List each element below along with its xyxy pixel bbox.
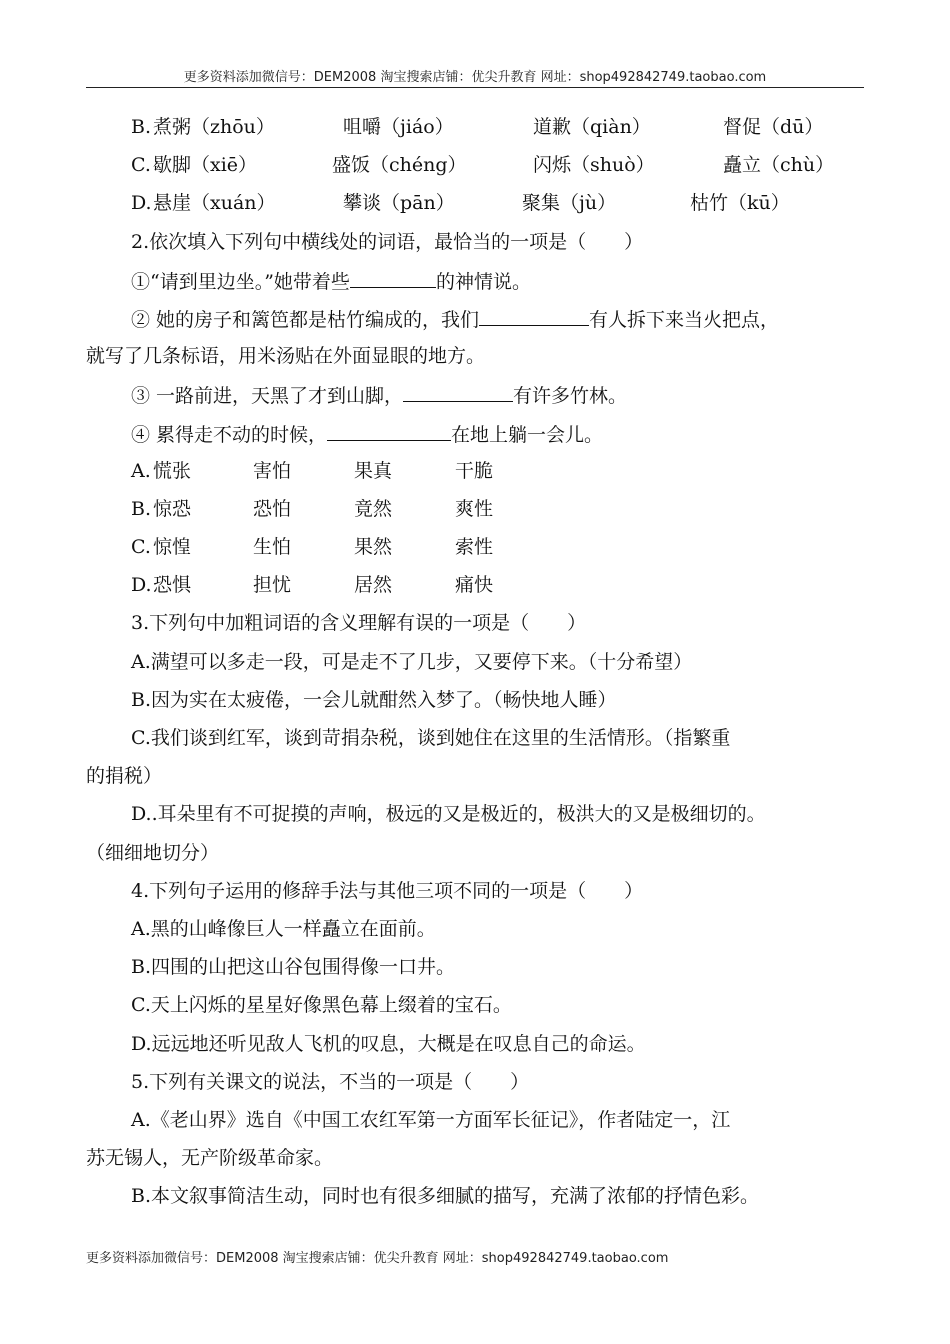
- option-item: 道歉（qiàn）: [533, 116, 651, 138]
- header-divider: [86, 87, 864, 88]
- option-item: 咀嚼（jiáo）: [343, 116, 454, 138]
- option-item: D.: [131, 192, 152, 215]
- document-body: [86, 112, 876, 1219]
- option-label: C.: [131, 536, 151, 559]
- option-item: 煮粥（zhōu）: [153, 116, 275, 138]
- sentence-text: 有人拆下来当火把点，: [589, 308, 780, 331]
- sentence-text: 在地上躺一会儿。: [451, 423, 604, 446]
- fill-in-blank: [479, 303, 589, 326]
- option-word: 索性: [455, 536, 494, 559]
- q2-sentence-2: [86, 303, 876, 341]
- option-item: 聚集（jù）: [522, 192, 617, 215]
- page-footer: 更多资料添加微信号：DEM2008 淘宝搜索店铺：优尖升教育 网址：shop492842749.taobao.com: [86, 1251, 669, 1266]
- sentence-text: ①“请到里边坐。”她带着些: [131, 270, 350, 293]
- option-label: B.: [131, 497, 152, 520]
- option-word: 果然: [354, 536, 393, 559]
- option-word: 爽性: [455, 497, 494, 520]
- q4-option-b: B.四围的山把这山谷包围得像一口井。: [131, 956, 456, 979]
- sentence-text: 的神情说。: [435, 270, 531, 293]
- q3-option-d-continued: （细细地切分）: [86, 841, 220, 864]
- q5-option-a: A.《老山界》选自《中国工农红军第一方面军长征记》，作者陆定一，江: [131, 1108, 731, 1131]
- q3-stem: 3.下列句中加粗词语的含义理解有误的一项是（ ）: [131, 612, 587, 635]
- option-item: 歇脚（xiē）: [153, 154, 258, 177]
- option-word: 干脆: [455, 459, 494, 482]
- option-item: 盛饭（chéng）: [332, 154, 467, 177]
- option-word: 担忧: [253, 574, 292, 597]
- option-word: 居然: [354, 574, 393, 597]
- q4-stem: 4.下列句子运用的修辞手法与其他三项不同的一项是（ ）: [131, 879, 644, 902]
- option-item: 枯竹（kū）: [690, 192, 790, 215]
- option-word: 惊恐: [153, 497, 192, 520]
- option-word: 慌张: [153, 459, 192, 482]
- option-word: 生怕: [253, 536, 292, 559]
- option-label: D.: [131, 574, 152, 597]
- q2-sentence-1: [86, 265, 876, 303]
- option-item: 攀谈（pān）: [343, 192, 455, 215]
- option-word: 痛快: [455, 574, 494, 597]
- sentence-text: 有许多竹林。: [513, 385, 628, 408]
- q3-option-d: D..耳朵里有不可捉摸的声响，极远的又是极近的，极洪大的又是极细切的。: [131, 803, 766, 826]
- option-word: 恐怕: [253, 497, 292, 520]
- option-word: 惊惶: [153, 536, 192, 559]
- q2-sentence-2-continued: 就写了几条标语，用米汤贴在外面显眼的地方。: [86, 345, 486, 368]
- option-item: 矗立（chù）: [723, 154, 835, 177]
- q5-option-b: B.本文叙事简洁生动，同时也有很多细腻的描写，充满了浓郁的抒情色彩。: [131, 1185, 760, 1208]
- option-label: A.: [131, 459, 151, 482]
- option-item: 悬崖（xuán）: [153, 192, 276, 215]
- option-word: 恐惧: [153, 574, 192, 597]
- option-word: 竟然: [354, 497, 393, 520]
- fill-in-blank: [403, 379, 513, 402]
- q4-option-a: A.黑的山峰像巨人一样矗立在面前。: [131, 917, 436, 940]
- q3-option-b: B.因为实在太疲倦，一会儿就酣然入梦了。（畅快地人睡）: [131, 688, 617, 711]
- q3-option-c-continued: 的捐税）: [86, 765, 163, 788]
- q2-sentence-4: [86, 418, 876, 456]
- option-word: 害怕: [253, 459, 292, 482]
- option-item: 闪烁（shuò）: [533, 154, 655, 177]
- fill-in-blank: [350, 265, 436, 288]
- option-item: B.: [131, 116, 152, 138]
- q2-option-b: [86, 494, 876, 532]
- q2-sentence-3: [86, 379, 876, 417]
- q4-option-d: D.远远地还听见敌人飞机的叹息，大概是在叹息自己的命运。: [131, 1032, 646, 1055]
- q3-option-c: C.我们谈到红军，谈到苛捐杂税，谈到她住在这里的生活情形。（指繁重: [131, 727, 731, 749]
- q5-option-a-continued: 苏无锡人，无产阶级革命家。: [86, 1147, 334, 1170]
- q2-stem: 2.依次填入下列句中横线处的词语，最恰当的一项是（ ）: [131, 230, 644, 253]
- sentence-text: ③ 一路前进，天黑了才到山脚，: [131, 385, 404, 408]
- q2-option-c: [86, 532, 876, 570]
- sentence-text: ④ 累得走不动的时候，: [131, 423, 328, 446]
- q1-option-c: [86, 150, 876, 188]
- q4-option-c: C.天上闪烁的星星好像黑色幕上缀着的宝石。: [131, 994, 512, 1017]
- q2-option-d: [86, 570, 876, 608]
- page-header: 更多资料添加微信号：DEM2008 淘宝搜索店铺：优尖升教育 网址：shop492842749.taobao.com: [183, 70, 767, 85]
- option-item: 督促（dū）: [723, 116, 824, 138]
- fill-in-blank: [327, 418, 451, 441]
- q2-option-a: [86, 456, 876, 494]
- option-item: C.: [131, 154, 151, 177]
- q5-stem: 5.下列有关课文的说法，不当的一项是（ ）: [131, 1070, 530, 1093]
- q1-option-d: [86, 188, 876, 226]
- q3-option-a: A.满望可以多走一段，可是走不了几步，又要停下来。（十分希望）: [131, 650, 693, 673]
- sentence-text: ② 她的房子和篱笆都是枯竹编成的，我们: [131, 308, 480, 331]
- q1-option-b: [86, 112, 876, 150]
- option-word: 果真: [354, 459, 393, 482]
